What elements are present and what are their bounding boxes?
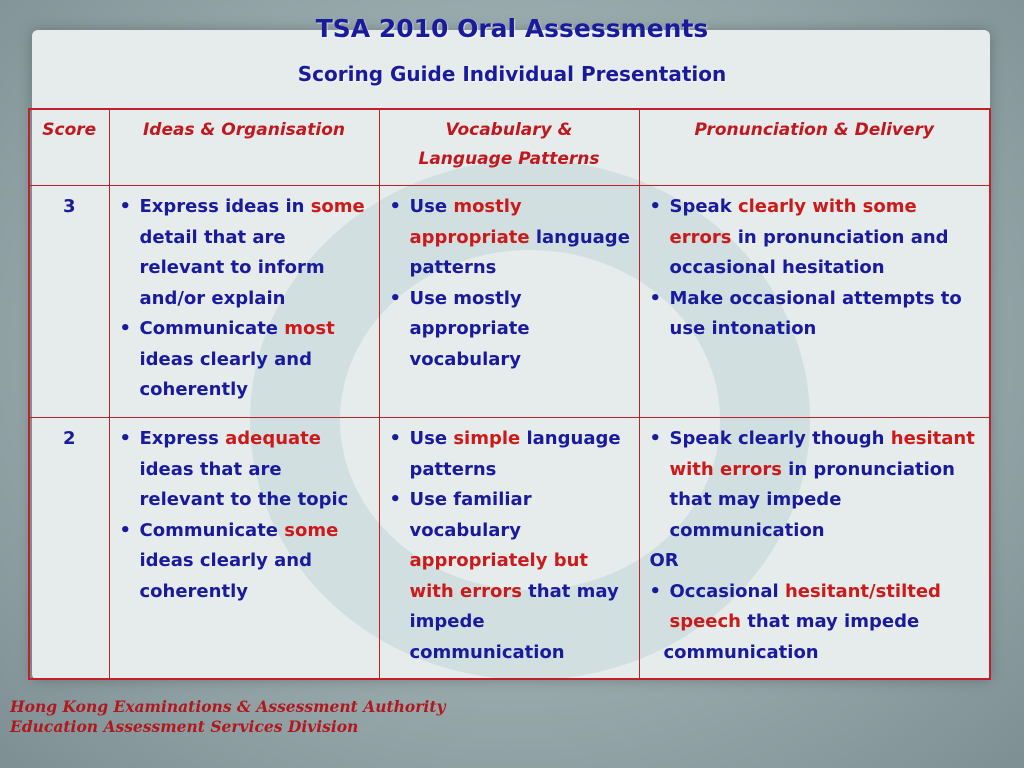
bullet-icon: • bbox=[119, 318, 132, 339]
bullet-icon: • bbox=[119, 519, 132, 541]
bullet-icon: • bbox=[389, 196, 402, 217]
list-item: • Speak clearly with some errors in pronunciation and occasional hesitation bbox=[646, 192, 984, 284]
page-subtitle: Scoring Guide Individual Presentation bbox=[297, 62, 727, 86]
bullet-icon: • bbox=[119, 196, 132, 217]
pronunciation-cell bbox=[639, 418, 990, 680]
list-item: • Communicate most ideas clearly and coherently bbox=[116, 314, 373, 406]
bullet-icon: • bbox=[649, 287, 662, 309]
pronunciation-tail-text: communication bbox=[663, 641, 819, 663]
list-item: • Use familiar vocabulary appropriately but with errors that may impede communication bbox=[386, 485, 633, 668]
table-row bbox=[29, 186, 990, 418]
scoring-guide-table bbox=[28, 108, 991, 680]
list-item: • Use simple language patterns bbox=[386, 424, 633, 485]
header-vocab-line1: Vocabulary & bbox=[445, 120, 573, 140]
page-title: TSA 2010 Oral Assessments bbox=[315, 14, 709, 43]
bullet-icon: • bbox=[119, 428, 132, 449]
pronunciation-cell bbox=[639, 186, 990, 418]
header-score: Score bbox=[29, 109, 109, 186]
header-ideas-organisation: Ideas & Organisation bbox=[109, 109, 379, 186]
bullet-icon: • bbox=[389, 428, 402, 449]
header-pronunciation-delivery: Pronunciation & Delivery bbox=[639, 109, 990, 186]
list-item: • Speak clearly though hesitant with errors in pronunciation that may impede communication bbox=[646, 424, 984, 546]
table-header-row bbox=[29, 109, 990, 186]
list-item: • Occasional hesitant/stilted speech that may impede bbox=[646, 577, 984, 638]
bullet-icon: • bbox=[649, 196, 662, 217]
or-separator: OR bbox=[649, 550, 679, 571]
vocab-cell bbox=[379, 186, 639, 418]
header-vocab-line2: Language Patterns bbox=[418, 149, 600, 169]
ideas-cell bbox=[109, 418, 379, 680]
list-item: • Use mostly appropriate vocabulary bbox=[386, 284, 633, 376]
bullet-icon: • bbox=[649, 580, 662, 602]
bullet-icon: • bbox=[649, 428, 662, 449]
list-item: • Make occasional attempts to use intonation bbox=[646, 284, 984, 345]
header-vocabulary-language bbox=[379, 109, 639, 186]
score-cell: 3 bbox=[29, 186, 109, 418]
footer-division: Education Assessment Services Division bbox=[10, 717, 359, 736]
table-row bbox=[29, 418, 990, 680]
vocab-cell bbox=[379, 418, 639, 680]
list-item: • Use mostly appropriate language patterns bbox=[386, 192, 633, 284]
list-item: • Express ideas in some detail that are relevant to inform and/or explain bbox=[116, 192, 373, 314]
list-item: • Communicate some ideas clearly and coherently bbox=[116, 516, 373, 608]
list-item: • Express adequate ideas that are relevant to the topic bbox=[116, 424, 373, 516]
bullet-icon: • bbox=[389, 287, 402, 309]
ideas-cell bbox=[109, 186, 379, 418]
bullet-icon: • bbox=[389, 489, 402, 510]
footer-organisation: Hong Kong Examinations & Assessment Authority bbox=[10, 697, 446, 716]
score-cell: 2 bbox=[29, 418, 109, 680]
